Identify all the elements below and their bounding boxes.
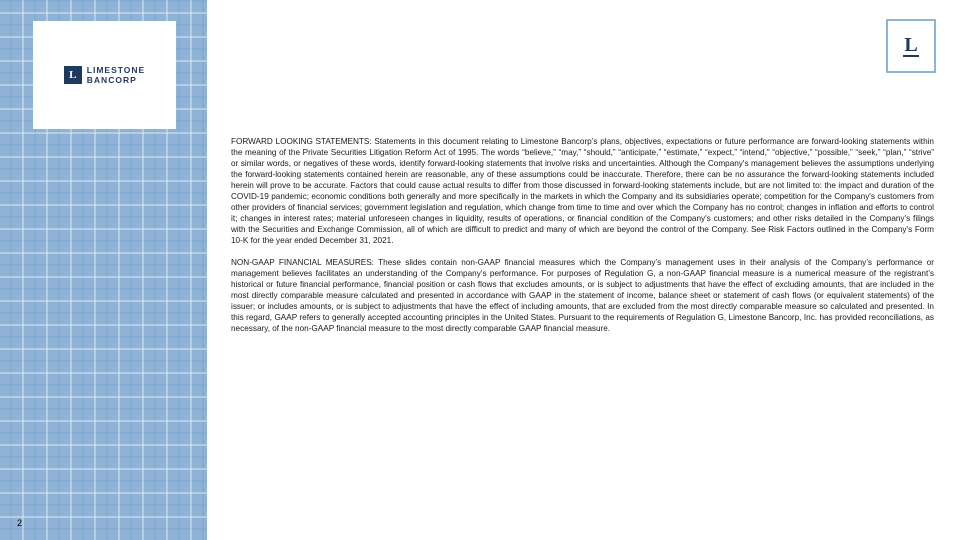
disclaimer-content (231, 136, 934, 345)
page-number: 2 (17, 518, 23, 528)
logo-line-1: LIMESTONE (86, 65, 146, 75)
logo-wordmark (87, 65, 145, 85)
company-logo (33, 21, 176, 129)
corner-logo-badge (886, 19, 936, 73)
logo-mark-icon: L (64, 66, 82, 84)
forward-looking-statements-paragraph: FORWARD LOOKING STATEMENTS: Statements in this document relating to Limestone Bancorp’s plans, objectives, expectations or future performance are forward-looking statements within the meaning of the Private Securities Litigation Reform Act of 1995. The words “believe,” “may,” “should,” “anticipate,” “estimate,” “expect,” “intend,” “objective,” “possible,” “seek,” “plan,” “strive” or similar words, or negatives of these words, identify forward-looking statements that involve risks and uncertainties. Although the Company's management believes the assumptions underlying the forward-looking statements contained herein are reasonable, any of these assumptions could be inaccurate. Therefore, there can be no assurance the forward-looking statements included herein will prove to be accurate. Factors that could cause actual results to differ from those discussed in forward-looking statements include, but are not limited to: the impact and duration of the COVID-19 pandemic; economic conditions both generally and more specifically in the markets in which the Company and its subsidiaries operate; competition for the Company's customers from other providers of financial services; government legislation and regulation, which change from time to time and over which the Company has no control; changes in inflation and efforts to control it; changes in interest rates; material unforeseen changes in liquidity, results of operations, or financial condition of the Company's customers; and other risks detailed in the Company's filings with the Securities and Exchange Commission, all of which are difficult to predict and many of which are beyond the control of the Company. See Risk Factors outlined in the Company's Form 10-K for the year ended December 31, 2021. (231, 137, 934, 245)
logo-line-2: BANCORP (86, 75, 137, 85)
logo-lockup (64, 65, 145, 85)
non-gaap-measures-paragraph: NON-GAAP FINANCIAL MEASURES: These slides contain non-GAAP financial measures which the Company’s management uses in their analysis of the Company’s performance or management believes facilitates an understanding of the Company’s performance. For purposes of Regulation G, a non-GAAP financial measure is a numerical measure of the registrant’s historical or future financial performance, financial position or cash flows that excludes amounts, or is subject to adjustments that have the effect of excluding amounts, that are included in the most directly comparable measure calculated and presented in accordance with GAAP in the statement of income, balance sheet or statement of cash flows (or equivalent statements) of the issuer; or includes amounts, or is subject to adjustments that have the effect of including amounts, that are excluded from the most directly comparable measure so calculated and presented. In this regard, GAAP refers to generally accepted accounting principles in the United States. Pursuant to the requirements of Regulation G, Limestone Bancorp, Inc. has provided reconciliations, as necessary, of the non-GAAP financial measure to the most directly comparable GAAP financial measure. (231, 258, 934, 333)
corner-logo-icon: L (904, 34, 918, 56)
